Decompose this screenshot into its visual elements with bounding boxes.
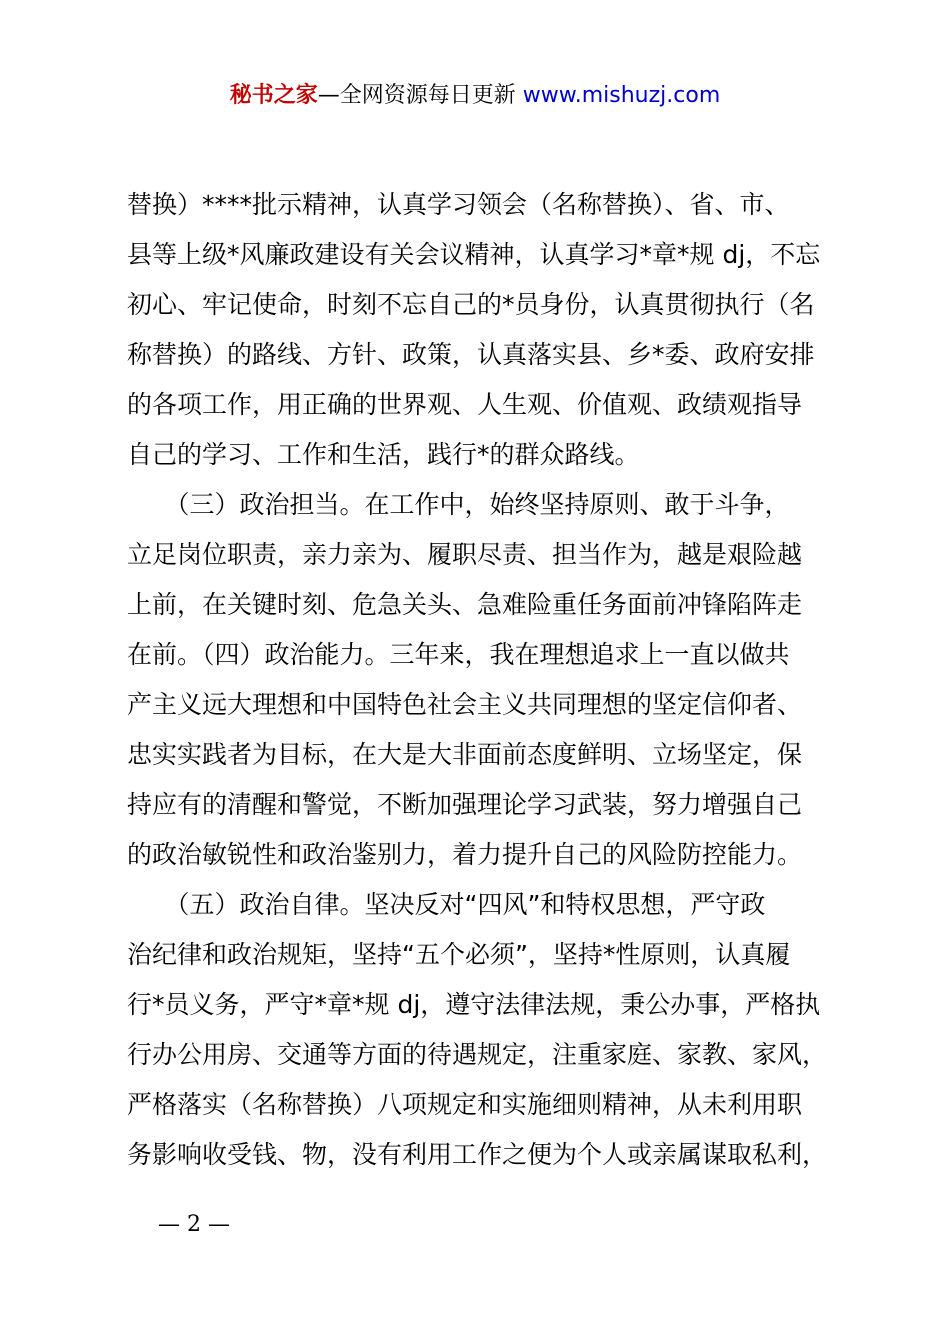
header-url: www.mishuzj.com [515,83,721,108]
text-line: 持应有的清醒和警觉，不断加强理论学习武装，努力增强自己 [127,790,803,819]
text-line: 上前，在关键时刻、危急关头、急难险重任务面前冲锋陷阵走 [127,590,803,619]
text-line: （五）政治自律。坚决反对“四风”和特权思想，严守政 [127,890,766,919]
text-line: 行办公用房、交通等方面的待遇规定，注重家庭、家教、家风， [127,1040,828,1069]
document-body [127,180,837,1180]
text-line: 称替换）的路线、方针、政策，认真落实县、乡*委、政府安排 [127,340,815,369]
header-slogan: —全网资源每日更新 [317,83,516,108]
text-line: 产主义远大理想和中国特色社会主义共同理想的坚定信仰者、 [127,690,803,719]
text-line: 自己的学习、工作和生活，践行*的群众路线。 [127,440,640,469]
brand-name: 秘书之家 [229,83,318,108]
page-header [0,80,950,112]
text-line: 初心、牢记使命，时刻不忘自己的*员身份，认真贯彻执行（名 [127,290,815,319]
text-line: 治纪律和政治规矩，坚持“五个必须”，坚持*性原则，认真履 [127,940,791,969]
page-number: — 2 — [158,1212,230,1237]
text-line: 的各项工作，用正确的世界观、人生观、价值观、政绩观指导 [127,390,803,419]
text-line: 严格落实（名称替换）八项规定和实施细则精神，从未利用职 [127,1090,803,1119]
text-line: 的政治敏锐性和政治鉴别力，着力提升自己的风险防控能力。 [127,840,803,869]
text-line: 务影响收受钱、物，没有利用工作之便为个人或亲属谋取私利， [127,1140,828,1169]
text-line: 县等上级*风廉政建设有关会议精神，认真学习*章*规 dj，不忘 [127,240,821,269]
text-line: 立足岗位职责，亲力亲为、履职尽责、担当作为，越是艰险越 [127,540,803,569]
text-line: （三）政治担当。在工作中，始终坚持原则、敢于斗争， [127,490,790,519]
text-line: 忠实实践者为目标，在大是大非面前态度鲜明、立场坚定，保 [127,740,803,769]
text-line: 在前。（四）政治能力。三年来，我在理想追求上一直以做共 [127,640,790,669]
text-line: 行*员义务，严守*章*规 dj，遵守法律法规，秉公办事，严格执 [127,990,821,1019]
text-line: 替换）****批示精神，认真学习领会（名称替换）、省、市、 [127,190,790,219]
